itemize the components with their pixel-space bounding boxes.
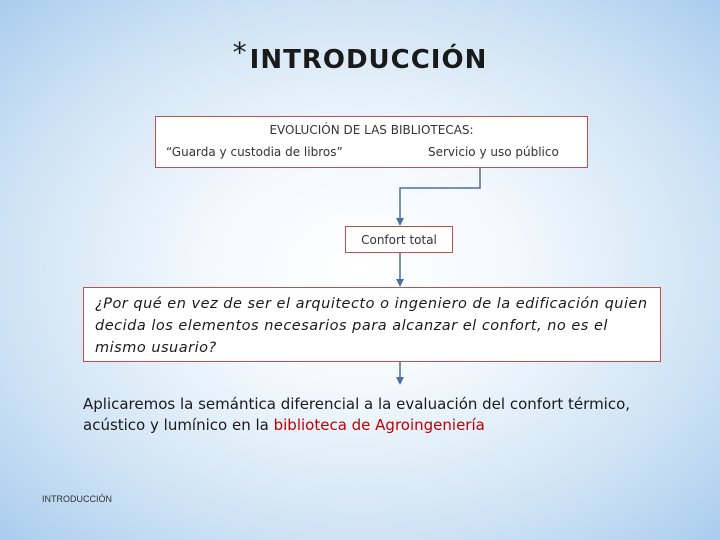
footer-label: INTRODUCCIÓN (42, 494, 112, 504)
title-text: INTRODUCCIÓN (249, 45, 488, 75)
evolution-heading: EVOLUCIÓN DE LAS BIBLIOTECAS: (269, 123, 474, 137)
title-bullet: * (232, 36, 248, 69)
confort-label: Confort total (361, 233, 437, 247)
confort-box (345, 226, 453, 253)
conclusion-text (83, 394, 673, 436)
to-label: Servicio y uso público (428, 145, 559, 159)
conclusion-highlight: biblioteca de Agroingeniería (273, 416, 485, 434)
conclusion-body: Aplicaremos la semántica diferencial a la evaluación del confort térmico, acústico y lumínico en la (83, 395, 631, 434)
evolution-box (155, 116, 588, 168)
elbow-connector (400, 168, 480, 222)
from-label: “Guarda y custodia de libros” (166, 145, 343, 159)
question-text: ¿Por qué en vez de ser el arquitecto o ingeniero de la edificación quien decida los elementos necesarios para alcanzar el confort, no es el mismo usuario? (95, 296, 648, 356)
question-box (83, 287, 661, 362)
